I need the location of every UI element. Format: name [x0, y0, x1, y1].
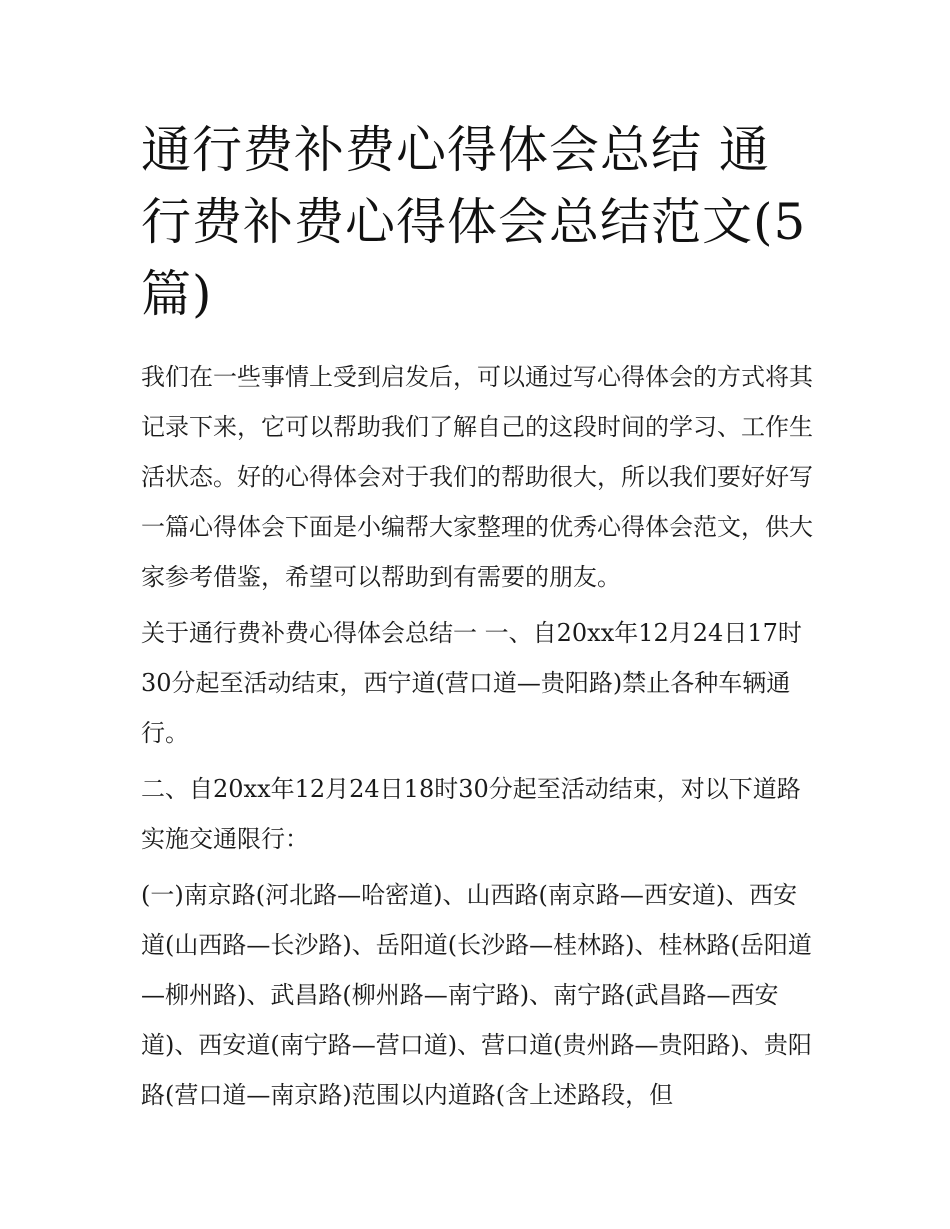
document-body — [141, 352, 813, 1120]
intro-paragraph: 我们在一些事情上受到启发后，可以通过写心得体会的方式将其记录下来，它可以帮助我们了解自己的这段时间的学习、工作生活状态。好的心得体会对于我们的帮助很大，所以我们要好好写一篇心得体会下面是小编帮大家整理的优秀心得体会范文，供大家参考借鉴，希望可以帮助到有需要的朋友。 — [141, 363, 813, 591]
section-one-paragraph: 关于通行费补费心得体会总结一 一、自20xx年12月24日17时30分起至活动结束，西宁道(营口道—贵阳路)禁止各种车辆通行。 — [141, 619, 802, 747]
document-page — [141, 0, 813, 1126]
road-list-paragraph: (一)南京路(河北路—哈密道)、山西路(南京路—西安道)、西安道(山西路—长沙路)、岳阳道(长沙路—桂林路)、桂林路(岳阳道—柳州路)、武昌路(柳州路—南宁路)、南宁路(武昌路—西安道)、西安道(南宁路—营口道)、营口道(贵州路—贵阳路)、贵阳路(营口道—南京路)范围以内道路(含上述路段，但 — [141, 881, 812, 1109]
document-title: 通行费补费心得体会总结 通行费补费心得体会总结范文(5篇) — [141, 121, 807, 323]
section-two-paragraph: 二、自20xx年12月24日18时30分起至活动结束，对以下道路实施交通限行： — [141, 775, 801, 853]
